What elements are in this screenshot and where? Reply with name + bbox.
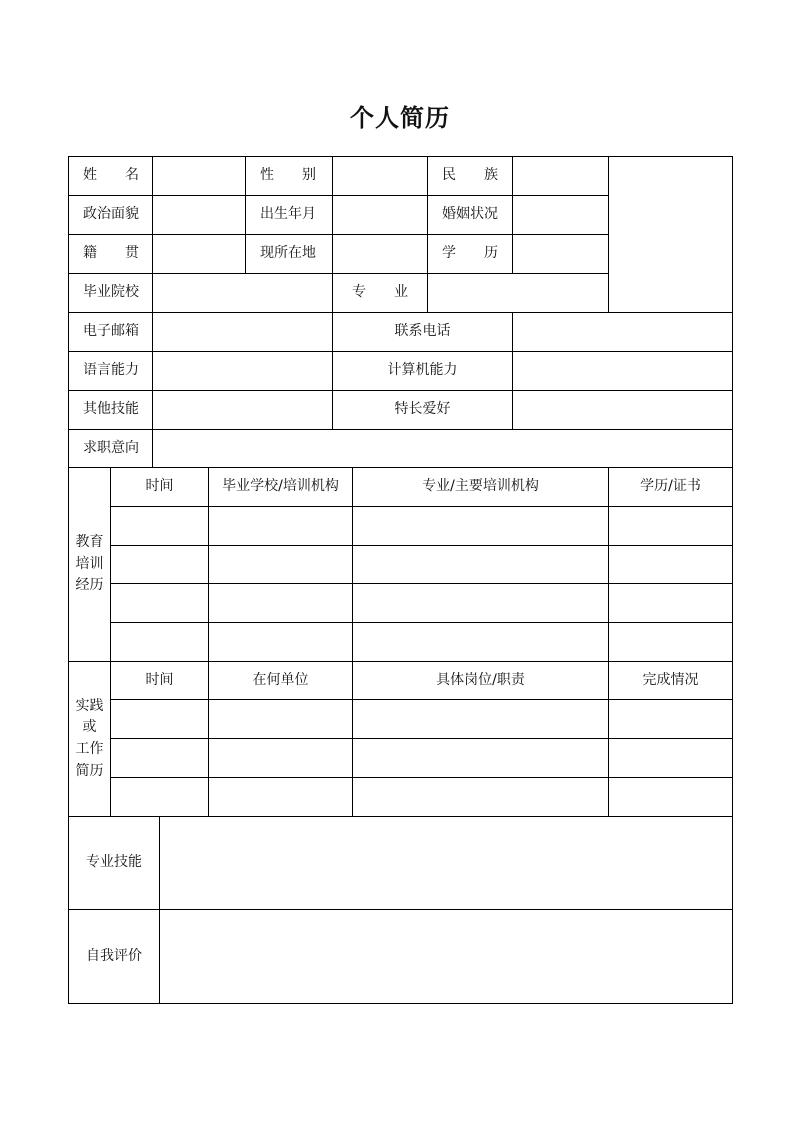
degree-label: 学 历 bbox=[427, 234, 513, 274]
edu-cell[interactable] bbox=[352, 506, 609, 546]
email-field[interactable] bbox=[152, 312, 333, 352]
work-cell[interactable] bbox=[110, 699, 209, 739]
edu-cell[interactable] bbox=[110, 506, 209, 546]
self-eval-field[interactable] bbox=[159, 909, 733, 1004]
gender-field[interactable] bbox=[332, 156, 428, 196]
edu-cell[interactable] bbox=[110, 622, 209, 662]
native-field[interactable] bbox=[152, 234, 246, 274]
edu-cell[interactable] bbox=[208, 545, 353, 584]
politics-field[interactable] bbox=[152, 195, 246, 235]
edu-cell[interactable] bbox=[352, 545, 609, 584]
work-cell[interactable] bbox=[208, 777, 353, 817]
work-cell[interactable] bbox=[208, 699, 353, 739]
residence-field[interactable] bbox=[332, 234, 428, 274]
name-label: 姓 名 bbox=[68, 156, 153, 196]
edu-cell[interactable] bbox=[208, 622, 353, 662]
name-field[interactable] bbox=[152, 156, 246, 196]
skills-field[interactable] bbox=[159, 816, 733, 910]
birth-label: 出生年月 bbox=[245, 195, 333, 235]
work-cell[interactable] bbox=[352, 738, 609, 778]
computer-label: 计算机能力 bbox=[332, 351, 513, 391]
phone-label: 联系电话 bbox=[332, 312, 513, 352]
ethnicity-label: 民 族 bbox=[427, 156, 513, 196]
work-cell[interactable] bbox=[352, 777, 609, 817]
edu-header-major: 专业/主要培训机构 bbox=[352, 467, 609, 507]
ethnicity-field[interactable] bbox=[512, 156, 609, 196]
native-label: 籍 贯 bbox=[68, 234, 153, 274]
edu-header-school: 毕业学校/培训机构 bbox=[208, 467, 353, 507]
work-header-duty: 具体岗位/职责 bbox=[352, 661, 609, 700]
edu-cell[interactable] bbox=[352, 622, 609, 662]
other-skills-label: 其他技能 bbox=[68, 390, 153, 430]
work-cell[interactable] bbox=[110, 738, 209, 778]
work-cell[interactable] bbox=[608, 738, 733, 778]
work-cell[interactable] bbox=[110, 777, 209, 817]
major-field[interactable] bbox=[427, 273, 609, 313]
edu-cell[interactable] bbox=[608, 583, 733, 623]
edu-header-time: 时间 bbox=[110, 467, 209, 507]
photo-area[interactable] bbox=[608, 156, 733, 313]
marital-field[interactable] bbox=[512, 195, 609, 235]
degree-field[interactable] bbox=[512, 234, 609, 274]
work-header-time: 时间 bbox=[110, 661, 209, 700]
edu-cell[interactable] bbox=[352, 583, 609, 623]
work-header-unit: 在何单位 bbox=[208, 661, 353, 700]
work-cell[interactable] bbox=[608, 699, 733, 739]
work-section-label: 实践 或 工作 简历 bbox=[68, 661, 111, 817]
edu-cell[interactable] bbox=[110, 583, 209, 623]
hobbies-label: 特长爱好 bbox=[332, 390, 513, 430]
computer-field[interactable] bbox=[512, 351, 733, 391]
edu-cell[interactable] bbox=[110, 545, 209, 584]
edu-header-degree: 学历/证书 bbox=[608, 467, 733, 507]
work-header-status: 完成情况 bbox=[608, 661, 733, 700]
school-field[interactable] bbox=[152, 273, 333, 313]
language-label: 语言能力 bbox=[68, 351, 153, 391]
page-title: 个人简历 bbox=[350, 104, 450, 132]
email-label: 电子邮箱 bbox=[68, 312, 153, 352]
school-label: 毕业院校 bbox=[68, 273, 153, 313]
gender-label: 性 别 bbox=[245, 156, 333, 196]
phone-field[interactable] bbox=[512, 312, 733, 352]
self-eval-label: 自我评价 bbox=[68, 909, 160, 1004]
marital-label: 婚姻状况 bbox=[427, 195, 513, 235]
objective-field[interactable] bbox=[152, 429, 733, 468]
work-cell[interactable] bbox=[352, 699, 609, 739]
edu-cell[interactable] bbox=[608, 545, 733, 584]
edu-cell[interactable] bbox=[208, 583, 353, 623]
major-label: 专 业 bbox=[332, 273, 428, 313]
edu-cell[interactable] bbox=[208, 506, 353, 546]
objective-label: 求职意向 bbox=[68, 429, 153, 468]
edu-cell[interactable] bbox=[608, 622, 733, 662]
hobbies-field[interactable] bbox=[512, 390, 733, 430]
politics-label: 政治面貌 bbox=[68, 195, 153, 235]
birth-field[interactable] bbox=[332, 195, 428, 235]
work-cell[interactable] bbox=[208, 738, 353, 778]
language-field[interactable] bbox=[152, 351, 333, 391]
edu-cell[interactable] bbox=[608, 506, 733, 546]
residence-label: 现所在地 bbox=[245, 234, 333, 274]
skills-label: 专业技能 bbox=[68, 816, 160, 910]
other-skills-field[interactable] bbox=[152, 390, 333, 430]
education-section-label: 教育 培训 经历 bbox=[68, 467, 111, 662]
work-cell[interactable] bbox=[608, 777, 733, 817]
